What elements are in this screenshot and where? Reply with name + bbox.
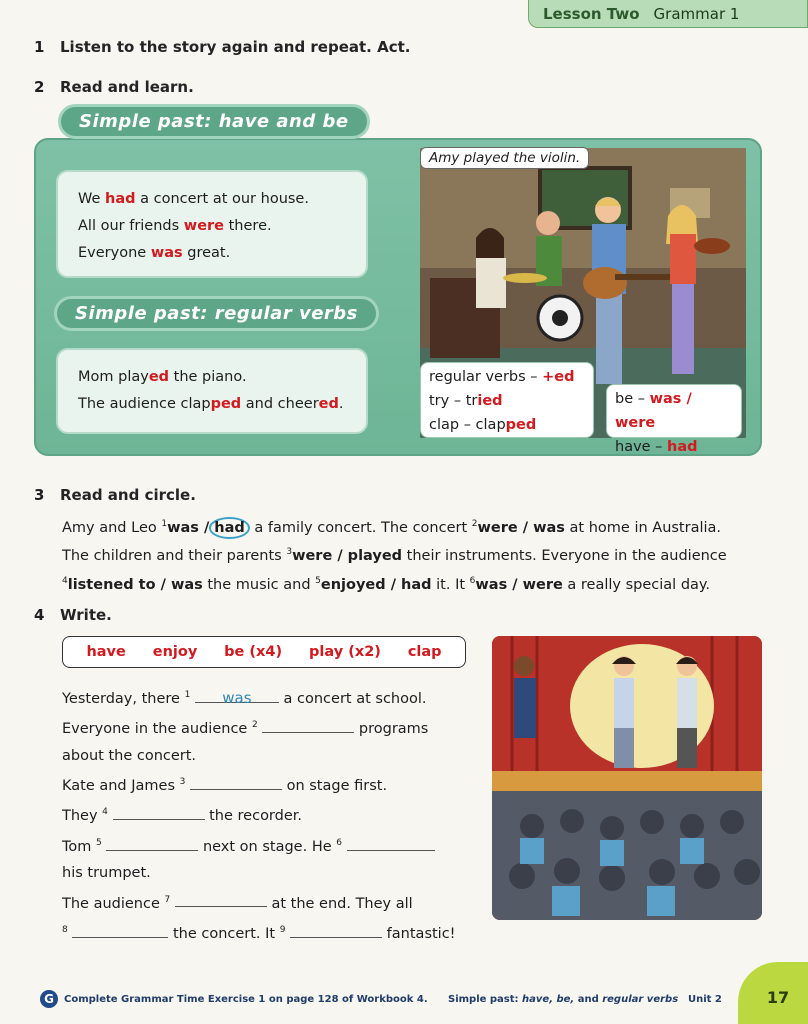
answer-blank[interactable]	[106, 833, 198, 851]
exercise-instruction: Read and learn.	[60, 78, 194, 96]
example-line: The audience clapped and cheered.	[78, 396, 344, 412]
rule-line: regular verbs – +ed	[429, 369, 575, 385]
exercise-number: 3	[34, 486, 45, 504]
example-line: All our friends were there.	[78, 218, 272, 234]
rule-box-have-be	[606, 384, 742, 455]
lesson-header-tab	[528, 0, 808, 28]
workbook-text: Complete Grammar Time Exercise 1 on page 128 of Workbook 4.	[64, 993, 428, 1005]
write-line: Yesterday, there $^1$ was a concert at school.	[62, 682, 482, 712]
write-line: Everyone in the audience $^2$ programs	[62, 712, 482, 742]
word-bank-item: play (x2)	[309, 644, 381, 660]
exercise-3-text	[62, 512, 762, 597]
answer-blank[interactable]: was	[195, 685, 279, 703]
answer-blank[interactable]	[175, 889, 267, 907]
answer-blank[interactable]	[72, 920, 168, 938]
exercise-3	[34, 486, 196, 504]
write-line: $^8$ the concert. It $^9$ fantastic!	[62, 917, 482, 947]
option[interactable]: were / was	[477, 519, 565, 536]
text-line: The children and their parents $^3$were / played their instruments. Everyone in the audience	[62, 547, 727, 565]
rule-line: clap – clapped	[429, 417, 537, 433]
word-bank-item: be (x4)	[224, 644, 283, 660]
answer-blank[interactable]	[190, 772, 282, 790]
page-number: 17	[738, 962, 808, 1024]
example-line: We had a concert at our house.	[78, 191, 309, 207]
write-line: They $^4$ the recorder.	[62, 799, 482, 829]
option[interactable]: was /	[167, 519, 210, 536]
write-line: his trumpet.	[62, 865, 151, 882]
exercise-number: 4	[34, 606, 45, 624]
rule-line: have – had	[615, 439, 698, 455]
write-line: Kate and James $^3$ on stage first.	[62, 769, 482, 799]
exercise-1	[34, 38, 410, 56]
workbook-reference	[40, 990, 428, 1008]
text-line: Amy and Leo $^1$was / had a family concert. The concert $^2$were / was at home in Australia.	[62, 512, 762, 540]
school-concert-image	[492, 636, 762, 920]
word-bank-item: have	[86, 644, 126, 660]
rule-line: try – tried	[429, 393, 503, 409]
section-label: Grammar 1	[653, 4, 740, 23]
example-box-regular	[56, 348, 368, 434]
grammar-title-have-be: Simple past: have and be	[58, 104, 370, 139]
illustration-caption: Amy played the violin.	[420, 147, 589, 169]
exercise-instruction: Listen to the story again and repeat. Act.	[60, 38, 411, 56]
grammar-time-icon: G	[40, 990, 58, 1008]
footer-topic: Simple past: have, be, and regular verbs	[448, 994, 679, 1005]
word-bank-item: enjoy	[152, 644, 198, 660]
option[interactable]: enjoyed / had	[320, 576, 432, 593]
grammar-title-regular: Simple past: regular verbs	[54, 296, 379, 331]
exercise-4	[34, 606, 112, 624]
page-footer	[0, 986, 808, 1024]
example-line: Everyone was great.	[78, 245, 231, 261]
word-bank-item: clap	[407, 644, 442, 660]
answer-blank[interactable]	[113, 802, 205, 820]
text-line: $^4$listened to / was the music and $^5$enjoyed / had it. It $^6$was / were a really special day.	[62, 575, 711, 593]
write-line: about the concert.	[62, 747, 197, 764]
circled-answer[interactable]: had	[209, 517, 250, 539]
write-line: The audience $^7$ at the end. They all	[62, 887, 482, 917]
rule-line: be – was / were	[615, 391, 692, 431]
write-line: Tom $^5$ next on stage. He $^6$	[62, 830, 482, 860]
rule-box-regular	[420, 362, 594, 438]
unit-label: Unit 2	[688, 994, 722, 1005]
exercise-number: 2	[34, 78, 45, 96]
example-line: Mom played the piano.	[78, 369, 247, 385]
answer-blank[interactable]	[290, 920, 382, 938]
example-box-have-be	[56, 170, 368, 278]
answer-blank[interactable]	[347, 833, 435, 851]
word-bank	[62, 636, 466, 668]
exercise-instruction: Write.	[60, 606, 112, 624]
exercise-number: 1	[34, 38, 45, 56]
option[interactable]: was / were	[475, 576, 563, 593]
stage-illustration	[492, 636, 762, 920]
exercise-4-lines	[62, 682, 482, 947]
lesson-label: Lesson Two	[543, 4, 640, 23]
option[interactable]: were / played	[292, 548, 403, 565]
option[interactable]: listened to / was	[67, 576, 203, 593]
answer-blank[interactable]	[262, 715, 354, 733]
exercise-2	[34, 78, 194, 96]
exercise-instruction: Read and circle.	[60, 486, 196, 504]
